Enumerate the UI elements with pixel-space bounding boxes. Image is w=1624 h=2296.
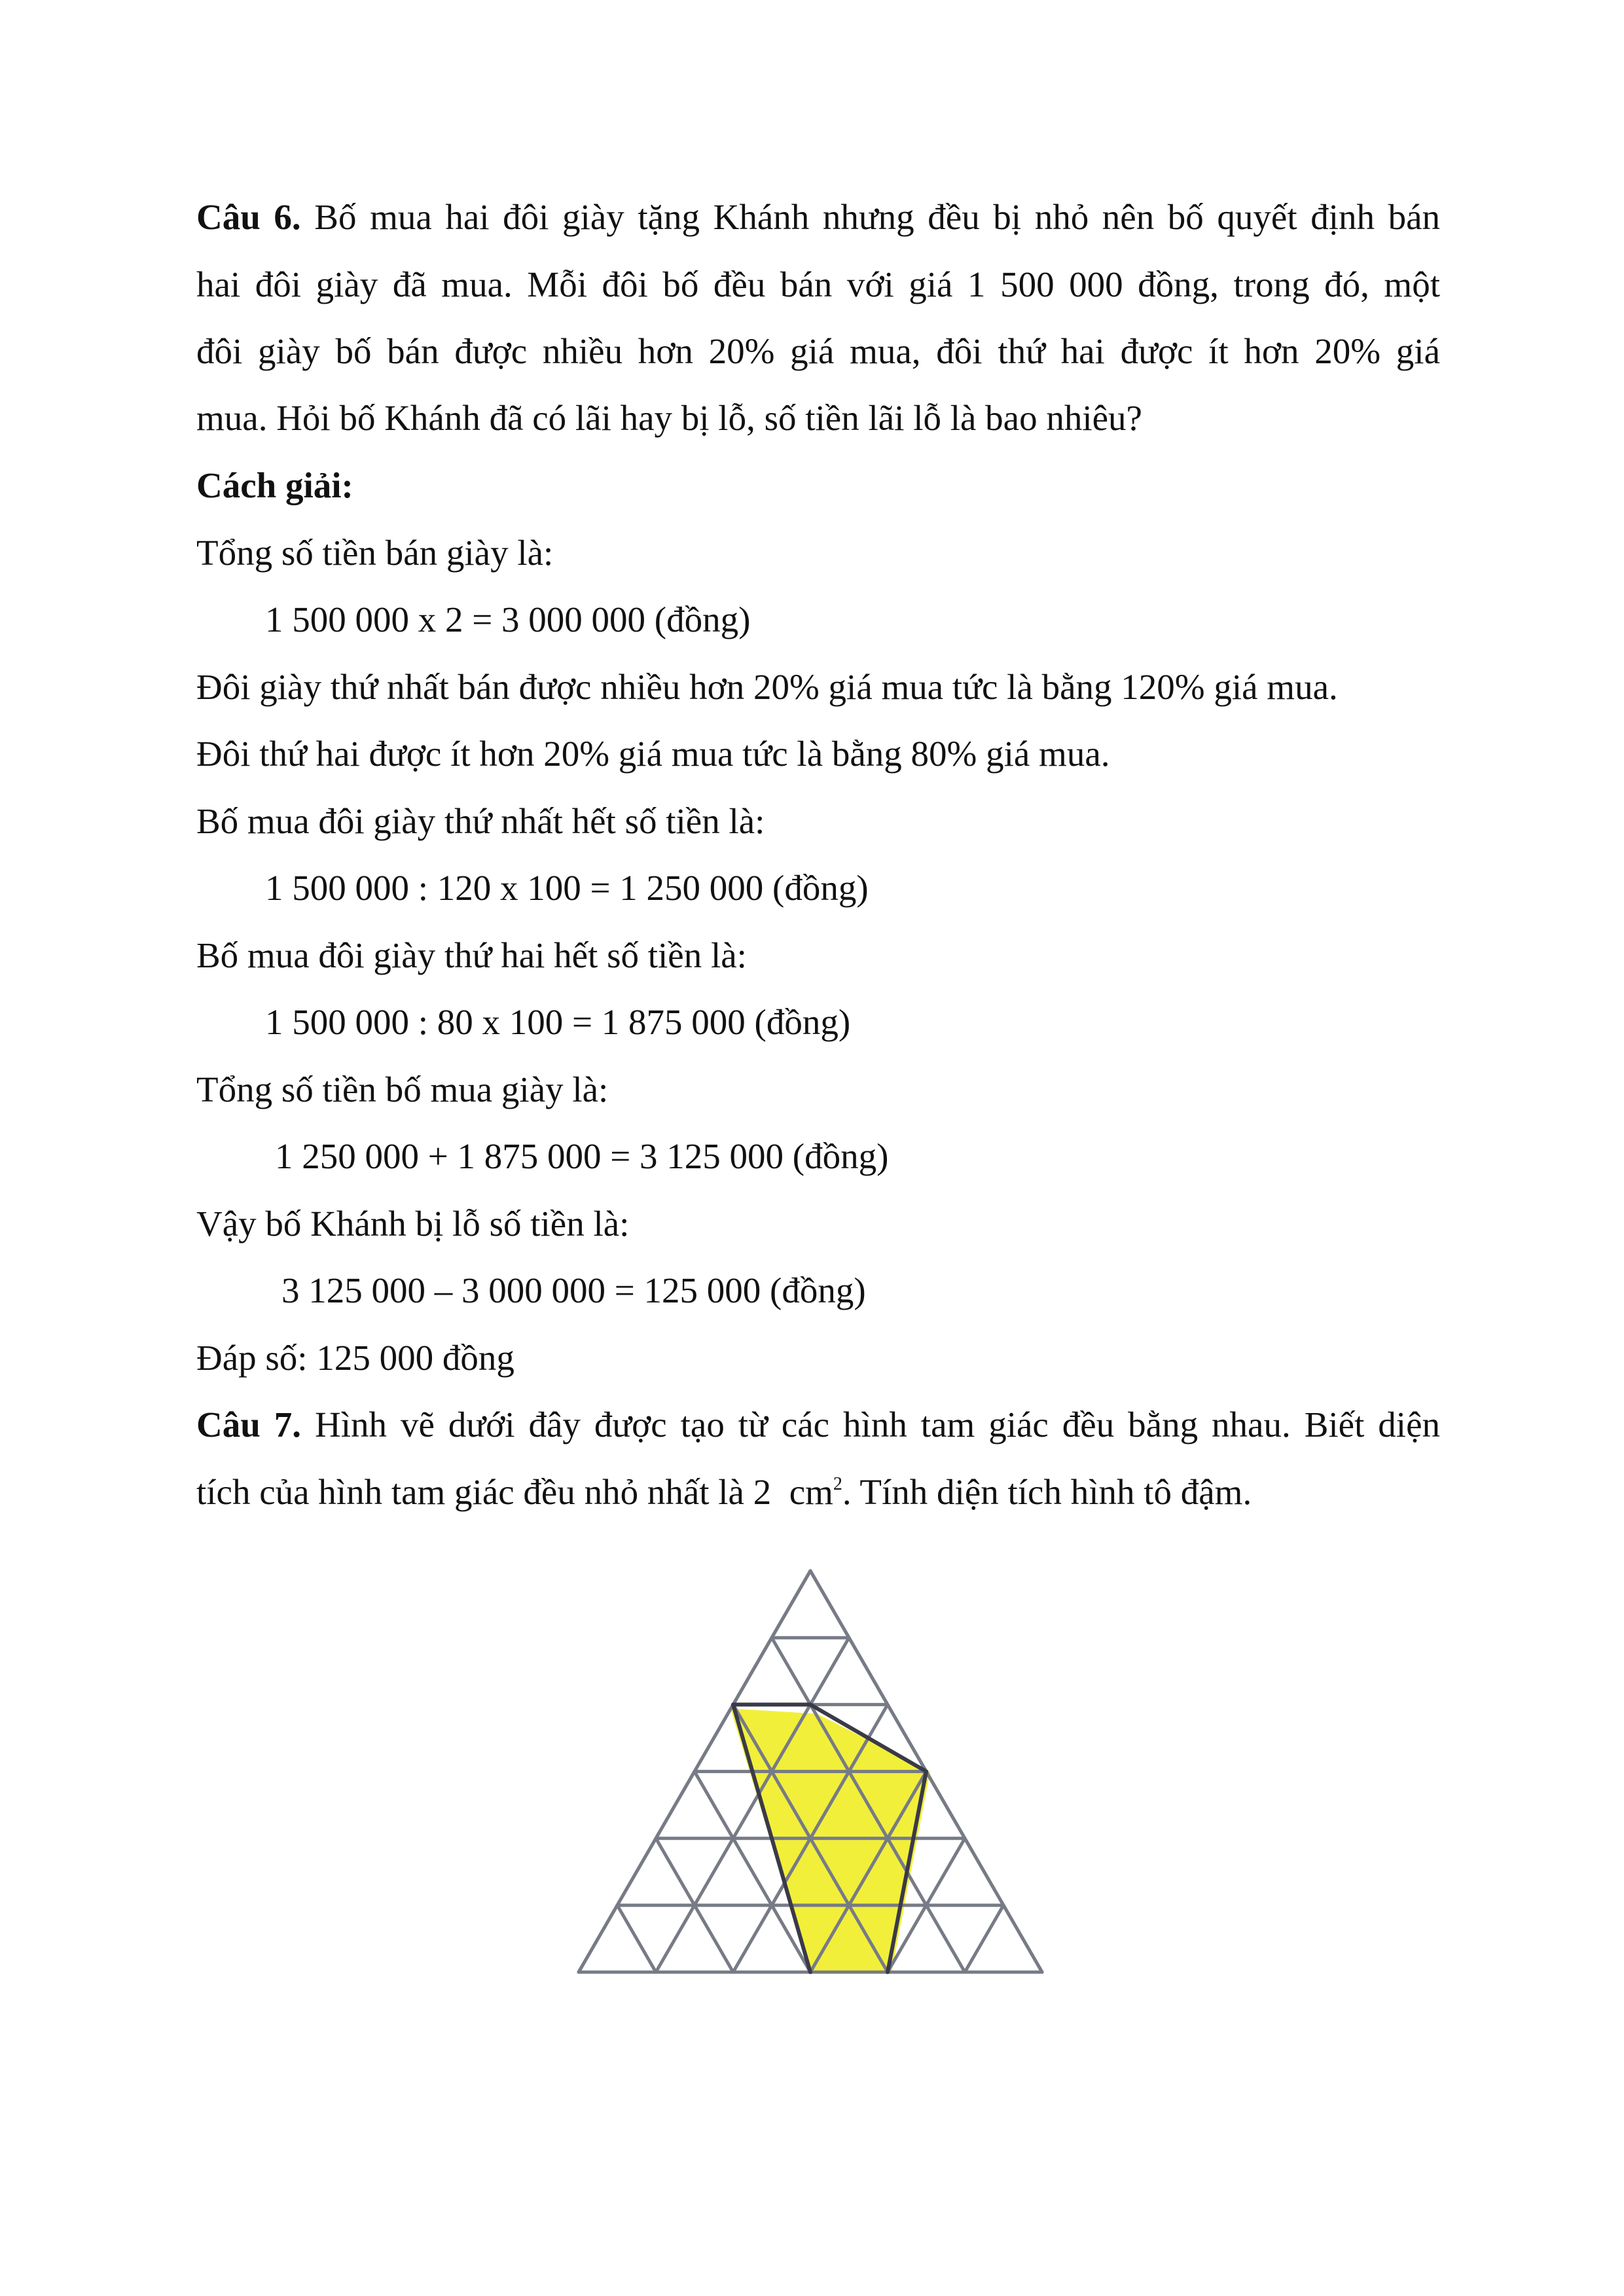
solution-calc-4: 1 250 000 + 1 875 000 = 3 125 000 (đồng) (275, 1136, 889, 1176)
solution-line-7: Vậy bố Khánh bị lỗ số tiền là: (196, 1204, 630, 1244)
q6-line-3: đôi giày bố bán được nhiều hơn 20% giá mua, đôi thứ hai được ít hơn 20% giá (196, 331, 1440, 371)
q7-line-2: tích của hình tam giác đều nhỏ nhất là 2 $cm^2$. Tính diện tích hình tô đậm. (196, 1472, 1252, 1512)
triangle-grid-figure (563, 1551, 1113, 2068)
q7-line-1: Câu 7. Hình vẽ dưới đây được tạo từ các hình tam giác đều bằng nhau. Biết diện (196, 1405, 1441, 1444)
solution-calc-1: 1 500 000 x 2 = 3 000 000 (đồng) (265, 600, 751, 639)
grid-line-diag-left (965, 1905, 1003, 1972)
unit-cm2: $cm^2$ (789, 1472, 842, 1512)
solution-heading: Cách giải: (196, 465, 353, 505)
shaded-polygon (731, 1708, 930, 1972)
q6-label: Câu 6. (196, 197, 301, 237)
q6-line-2: hai đôi giày đã mua. Mỗi đôi bố đều bán với giá 1 500 000 đồng, trong đó, một (196, 264, 1440, 304)
solution-calc-2: 1 500 000 : 120 x 100 = 1 250 000 (đồng) (265, 868, 869, 908)
q6-line-4: mua. Hỏi bố Khánh đã có lãi hay bị lỗ, số tiền lãi lỗ là bao nhiêu? (196, 398, 1142, 438)
solution-line-3: Đôi thứ hai được ít hơn 20% giá mua tức là bằng 80% giá mua. (196, 734, 1110, 774)
shaded-region (731, 1708, 930, 1972)
solution-line-1: Tổng số tiền bán giày là: (196, 533, 554, 573)
q7-label: Câu 7. (196, 1405, 302, 1444)
grid-line-diag-right (617, 1905, 656, 1972)
solution-calc-5: 3 125 000 – 3 000 000 = 125 000 (đồng) (281, 1270, 866, 1310)
solution-line-5: Bố mua đôi giày thứ hai hết số tiền là: (196, 935, 747, 975)
solution-line-4: Bố mua đôi giày thứ nhất hết số tiền là: (196, 801, 765, 841)
solution-line-6: Tổng số tiền bố mua giày là: (196, 1069, 609, 1109)
solution-answer: Đáp số: 125 000 đồng (196, 1338, 514, 1378)
solution-calc-3: 1 500 000 : 80 x 100 = 1 875 000 (đồng) (265, 1002, 851, 1042)
solution-line-2: Đôi giày thứ nhất bán được nhiều hơn 20% giá mua tức là bằng 120% giá mua. (196, 667, 1338, 707)
q6-line-1: Câu 6. Bố mua hai đôi giày tặng Khánh nhưng đều bị nhỏ nên bố quyết định bán (196, 197, 1441, 237)
